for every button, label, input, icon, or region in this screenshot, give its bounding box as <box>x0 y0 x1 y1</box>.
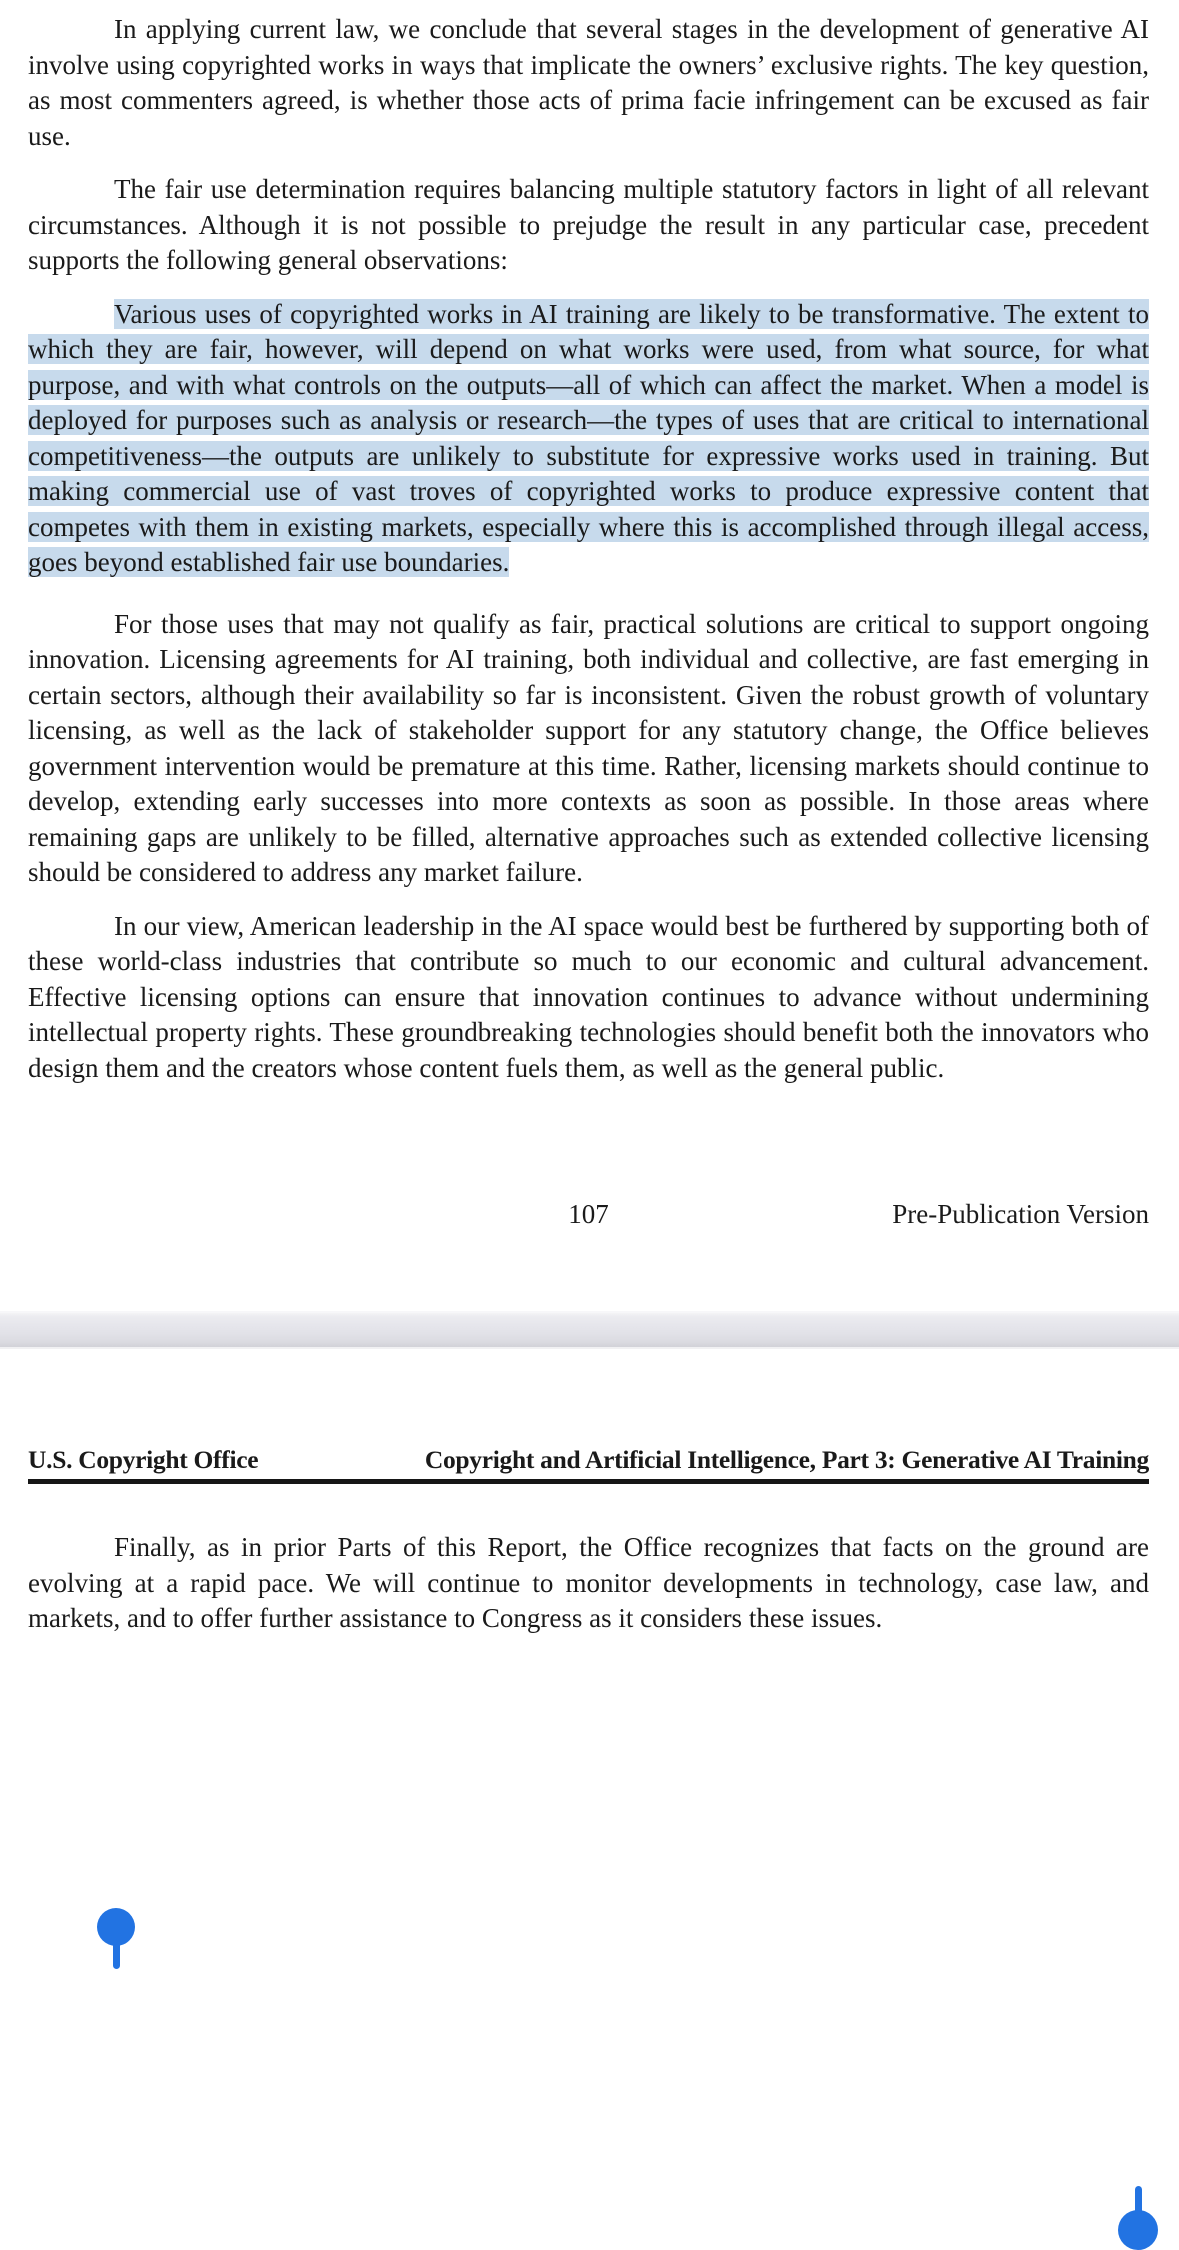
page-divider <box>0 1311 1179 1349</box>
running-header-office: U.S. Copyright Office <box>28 1445 259 1474</box>
selection-handle-start-dot <box>97 1908 135 1946</box>
page-footer <box>28 1197 1149 1233</box>
selected-text[interactable]: Various uses of copyrighted works in AI training are likely to be transformative. The extent to which they are fair, however, will depend on what works were used, from what source, for what purpose, and with what controls on the outputs—all of which can affect the market. When a model is deployed for purposes such as analysis or research—the types of uses that are critical to international competitiveness—the outputs are unlikely to substitute for expressive works used in training. But making commercial use of vast troves of copyrighted works to produce expressive content that competes with them in existing markets, especially where this is accomplished through illegal access, goes beyond established fair use boundaries. <box>28 298 1149 577</box>
pdf-page-108 <box>0 1349 1179 1637</box>
paragraph: For those uses that may not qualify as fair, practical solutions are critical to support ongoing innovation. Licensing agreements for AI training, both individual and collective, are fast emerging in certain sectors, although their availability so far is inconsistent. Given the robust growth of voluntary licensing, as well as the lack of stakeholder support for any statutory change, the Office believes government intervention would be premature at this time. Rather, licensing markets should continue to develop, extending early successes into more contexts as soon as possible. In those areas where remaining gaps are unlikely to be filled, alternative approaches such as extended collective licensing should be considered to address any market failure. <box>28 608 1149 887</box>
paragraph: In applying current law, we conclude that several stages in the development of generative AI involve using copyrighted works in ways that implicate the owners’ exclusive rights. The key question, as most commenters agreed, is whether those acts of prima facie infringement can be excused as fair use. <box>28 14 1149 151</box>
page-number: 107 <box>568 1199 609 1229</box>
selection-handle-end-dot <box>1118 2210 1158 2250</box>
paragraph-highlighted <box>28 297 1149 581</box>
version-label: Pre-Publication Version <box>892 1199 1149 1229</box>
running-header <box>28 1445 1149 1484</box>
paragraph: The fair use determination requires balancing multiple statutory factors in light of all relevant circumstances. Although it is not possible to prejudge the result in any particular case, precedent supports the following general observations: <box>28 174 1149 275</box>
paragraph: Finally, as in prior Parts of this Report, the Office recognizes that facts on the ground are evolving at a rapid pace. We will continue to monitor developments in technology, case law, and markets, and to offer further assistance to Congress as it considers these issues. <box>28 1532 1149 1633</box>
running-header-title: Copyright and Artificial Intelligence, Part 3: Generative AI Training <box>424 1445 1149 1474</box>
paragraph: In our view, American leadership in the AI space would best be furthered by supporting both of these world-class industries that contribute so much to our economic and cultural advancement. Effective licensing options can ensure that innovation continues to advance without undermining intellectual property rights. These groundbreaking technologies should benefit both the innovators who design them and the creators whose content fuels them, as well as the general public. <box>28 910 1149 1083</box>
